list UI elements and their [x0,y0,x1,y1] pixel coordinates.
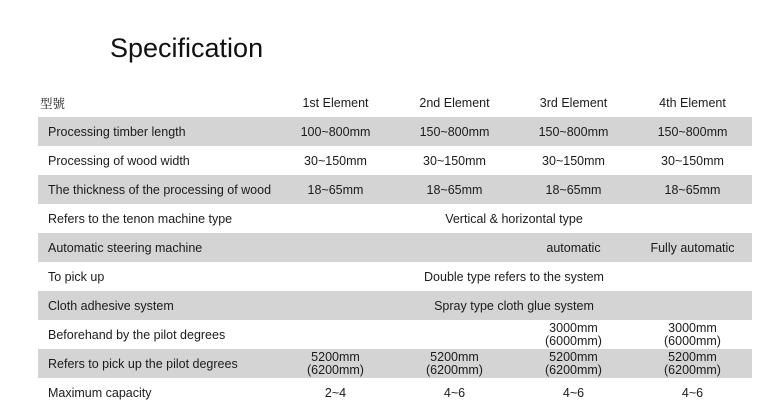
row-span-value: Vertical & horizontal type [276,204,752,233]
header-col-1: 1st Element [276,88,395,117]
row-value-line2: (6200mm) [664,362,721,377]
row-value [395,349,514,378]
header-col-2: 2nd Element [395,88,514,117]
row-value-line1: 5200mm [430,349,479,364]
row-value-line2: (6200mm) [307,362,364,377]
table-row [38,117,752,146]
row-label: Cloth adhesive system [38,291,276,320]
row-label: Refers to pick up the pilot degrees [38,349,276,378]
row-value-line1: 3000mm [668,320,717,335]
row-value: 150~800mm [395,117,514,146]
table-row [38,204,752,233]
header-label: 型號 [38,88,276,117]
page-title: Specification [110,33,264,63]
row-label: Refers to the tenon machine type [38,204,276,233]
row-label: Maximum capacity [38,378,276,407]
row-value [276,349,395,378]
row-value: 18~65mm [514,175,633,204]
row-label: Processing timber length [38,117,276,146]
row-value-line2: (6000mm) [545,333,602,348]
row-value [395,320,514,349]
row-value: automatic [514,233,633,262]
row-value-line2: (6200mm) [426,362,483,377]
row-value: 18~65mm [395,175,514,204]
row-span-value: Double type refers to the system [276,262,752,291]
row-label: To pick up [38,262,276,291]
row-value-line2: (6200mm) [545,362,602,377]
row-value: 30~150mm [514,146,633,175]
row-value: 30~150mm [633,146,752,175]
row-value: 30~150mm [395,146,514,175]
row-value [395,233,514,262]
row-value: 150~800mm [633,117,752,146]
specification-table [38,88,752,407]
row-label: The thickness of the processing of wood [38,175,276,204]
row-label: Processing of wood width [38,146,276,175]
table-row [38,378,752,407]
row-value: 4~6 [633,378,752,407]
row-value [276,233,395,262]
row-value-line2: (6000mm) [664,333,721,348]
table-row [38,320,752,349]
table-row [38,349,752,378]
row-value-line1: 5200mm [311,349,360,364]
row-value [633,349,752,378]
row-value: 18~65mm [276,175,395,204]
row-value-line1: 3000mm [549,320,598,335]
row-value: 18~65mm [633,175,752,204]
table-row [38,175,752,204]
row-value: 30~150mm [276,146,395,175]
row-value [514,349,633,378]
header-col-4: 4th Element [633,88,752,117]
row-value: 2~4 [276,378,395,407]
row-label: Automatic steering machine [38,233,276,262]
table-row [38,233,752,262]
row-value: Fully automatic [633,233,752,262]
row-value: 100~800mm [276,117,395,146]
table-header-row [38,88,752,117]
row-value: 4~6 [514,378,633,407]
row-label: Beforehand by the pilot degrees [38,320,276,349]
header-col-3: 3rd Element [514,88,633,117]
table-row [38,291,752,320]
row-value [514,320,633,349]
row-value: 4~6 [395,378,514,407]
row-value [276,320,395,349]
table-row [38,262,752,291]
row-value: 150~800mm [514,117,633,146]
row-value-line1: 5200mm [549,349,598,364]
row-value [633,320,752,349]
row-span-value: Spray type cloth glue system [276,291,752,320]
row-value-line1: 5200mm [668,349,717,364]
table-row [38,146,752,175]
